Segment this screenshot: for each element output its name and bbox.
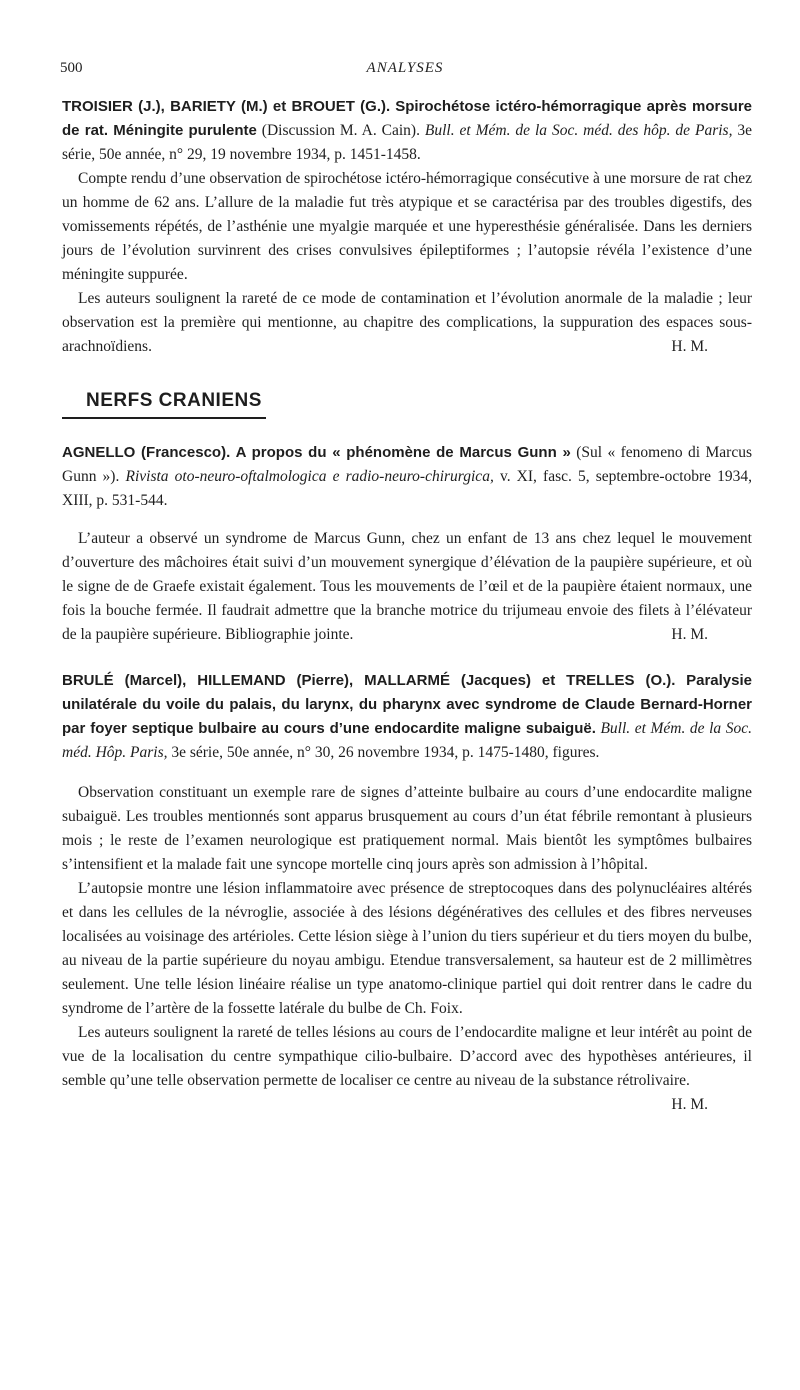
abstract-entry-troisier (62, 95, 752, 359)
publication-details: 3e série, 50e année, n° 29, 19 novembre 1934, p. 1451-1458. (62, 122, 753, 163)
abstract-entry-brule (62, 669, 752, 1113)
authors: AGNELLO (Francesco). (62, 444, 231, 461)
page-number: 500 (60, 60, 83, 76)
reference (62, 441, 752, 513)
abstract-paragraph (62, 527, 752, 647)
abstract-paragraph (62, 287, 752, 359)
article-title: A propos du « phénomène de Marcus Gunn » (235, 444, 571, 461)
paragraph-text: Les auteurs soulignent la rareté de telles lésions au cours de l’endocardite maligne et leur intérêt au point de vue de la localisation du centre sympathique cilio-bulbaire. D’accord avec des hypothèses antérieures, il semble qu’une telle observation permette de localiser ce centre au niveau de la substance rétrolivaire. (62, 1024, 752, 1089)
signature: H. M. (671, 1096, 708, 1113)
journal-name: Bull. et Mém. de la Soc. méd. des hôp. de Paris, (424, 122, 733, 139)
abstract-paragraph: Compte rendu d’une observation de spirochétose ictéro-hémorragique consécutive à une morsure de rat chez un homme de 62 ans. L’allure de la maladie fut très atypique et se caractérisa par des troubles digestifs, des vomissements répétés, de l’asthénie une myalgie marquée et une hyperesthésie généralisée. Dans les derniers jours de l’évolution survinrent des crises convulsives épileptiformes ; l’autopsie révéla l’existence d’une méningite suppurée. (62, 170, 752, 283)
signature: H. M. (671, 338, 708, 355)
paragraph-text: L’auteur a observé un syndrome de Marcus Gunn, chez un enfant de 13 ans chez lequel le mouvement d’ouverture des mâchoires était suivi d’un mouvement synergique d’élévation de la paupière supérieure, et où le signe de de Graefe existait également. Tous les mouvements de l’œil et de la paupière étaient normaux, une fois la bouche fermée. Il faudrait admettre que la branche motrice du trijumeau envoie des filets à l’élévateur de la paupière supérieure. Bibliographie jointe. (62, 530, 752, 643)
journal-name: Rivista oto-neuro-oftalmologica e radio-neuro-chirurgica, (125, 468, 494, 485)
article-title: Spirochétose ictéro-hémorragique après morsure de rat. Méningite purulente (62, 98, 753, 139)
section-heading: NERFS CRANIENS (62, 389, 266, 419)
discussion-note: (Discussion M. A. Cain). (261, 122, 420, 139)
abstract-paragraph: Observation constituant un exemple rare de signes d’atteinte bulbaire au cours d’une endocardite maligne subaiguë. Les troubles mentionnés sont apparus brusquement au cours d’un état fébrile remontant à plusieurs mois ; le reste de l’examen neurologique est pratiquement normal. Mais bientôt les symptômes bulbaires s’intensifient et la malade fait une syncope mortelle cinq jours après son admission à l’hôpital. (62, 784, 752, 873)
abstract-paragraph: L’autopsie montre une lésion inflammatoire avec présence de streptocoques dans des polynucléaires altérés et dans les cellules de la névroglie, associée à des lésions dégénératives des cellules et des fibres nerveuses localisées au voisinage des artérioles. Cette lésion siège à l’union du tiers supérieur et du tiers moyen du bulbe, au niveau de la partie supérieure du noyau ambigu. Etendue transversalement, sa hauteur est de 2 millimètres seulement. Une telle lésion linéaire réalise un type anatomo-clinique partiel qui doit rentrer dans le cadre du syndrome de l’artère de la fossette latérale du bulbe de Ch. Foix. (62, 880, 752, 1017)
publication-details: 3e série, 50e année, n° 30, 26 novembre 1934, p. 1475-1480, figures. (171, 744, 600, 761)
publication-details: v. XI, fasc. 5, septembre-octobre 1934, XIII, p. 531-544. (62, 468, 753, 509)
reference (62, 669, 752, 765)
signature: H. M. (671, 626, 708, 643)
abstract-entry-agnello (62, 441, 752, 647)
abstract-paragraph (62, 1021, 752, 1113)
running-title: ANALYSES (366, 60, 444, 76)
reference (62, 95, 752, 167)
paragraph-text: Les auteurs soulignent la rareté de ce mode de contamination et l’évolution anormale de la maladie ; leur observation est la première qui mentionne, au chapitre des complications, la suppuration des espaces sous-arachnoïdiens. (62, 290, 752, 355)
authors: TROISIER (J.), BARIETY (M.) et BROUET (G.). (62, 98, 391, 115)
authors: BRULÉ (Marcel), HILLEMAND (Pierre), MALLARMÉ (Jacques) et TRELLES (O.). (62, 672, 676, 689)
journal-name: Bull. et Mém. de la Soc. méd. Hôp. Paris, (62, 720, 752, 761)
running-header (60, 60, 750, 84)
page-body (62, 95, 752, 1117)
article-title: Paralysie unilatérale du voile du palais, du larynx, du pharynx avec syndrome de Claude Bernard-Horner par foyer septique bulbaire au cours d’une endocardite maligne subaiguë. (62, 672, 752, 737)
original-title: (Sul « fenomeno di Marcus Gunn »). (62, 444, 752, 485)
